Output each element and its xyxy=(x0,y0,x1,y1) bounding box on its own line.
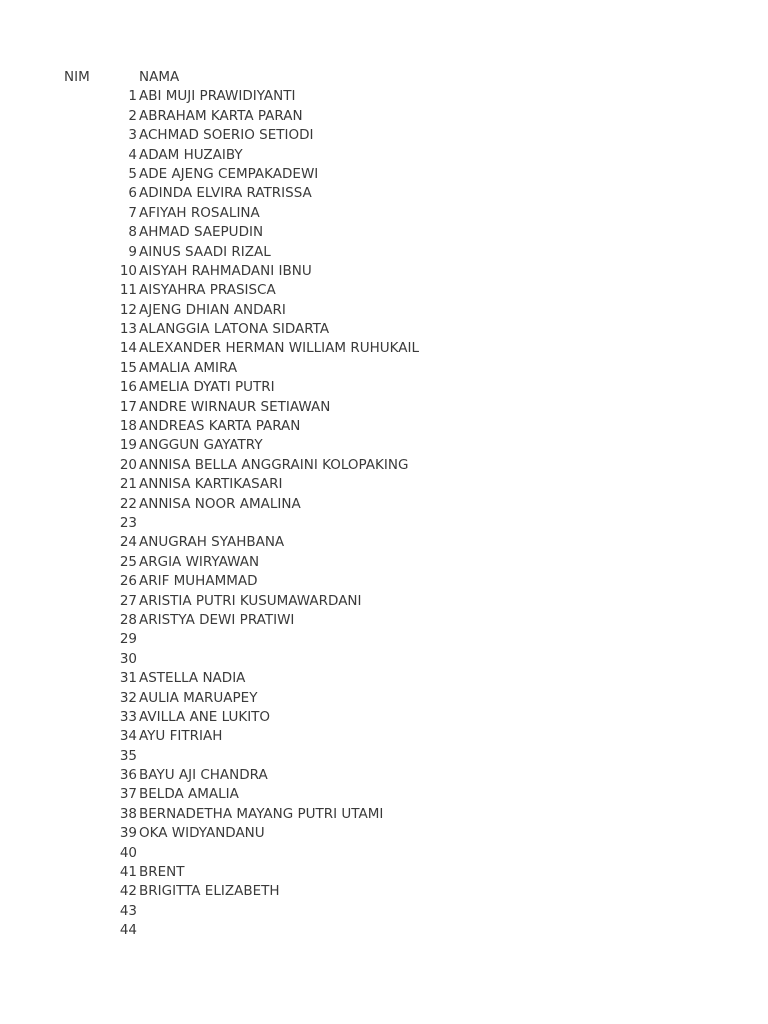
table-row xyxy=(0,902,768,921)
table-row xyxy=(0,727,768,746)
table-row xyxy=(0,243,768,262)
table-row xyxy=(0,87,768,106)
row-number: 2 xyxy=(128,107,137,124)
student-name: BELDA AMALIA xyxy=(139,786,239,803)
row-number: 10 xyxy=(119,262,137,279)
student-name: ARGIA WIRYAWAN xyxy=(139,553,260,570)
table-row xyxy=(0,805,768,824)
table-row xyxy=(0,165,768,184)
student-name: BRENT xyxy=(139,864,185,881)
student-name: ANDRE WIRNAUR SETIAWAN xyxy=(139,398,331,415)
student-name: AMALIA AMIRA xyxy=(139,359,238,376)
row-number: 9 xyxy=(128,243,137,260)
row-number: 11 xyxy=(119,282,137,299)
table-row xyxy=(0,514,768,533)
table-row xyxy=(0,863,768,882)
row-number: 40 xyxy=(119,844,137,861)
row-number: 31 xyxy=(119,670,137,687)
student-name: BERNADETHA MAYANG PUTRI UTAMI xyxy=(139,805,384,822)
student-name: AJENG DHIAN ANDARI xyxy=(139,301,286,318)
row-number: 25 xyxy=(119,553,137,570)
student-name: ANUGRAH SYAHBANA xyxy=(139,534,285,551)
table-row xyxy=(0,844,768,863)
student-name: ACHMAD SOERIO SETIODI xyxy=(139,127,314,144)
student-name: ALEXANDER HERMAN WILLIAM RUHUKAIL xyxy=(139,340,419,357)
student-name: OKA WIDYANDANU xyxy=(139,825,265,842)
row-number: 6 xyxy=(128,185,137,202)
header-row xyxy=(0,68,768,87)
student-name: ANNISA KARTIKASARI xyxy=(139,476,283,493)
table-row xyxy=(0,359,768,378)
row-number: 28 xyxy=(119,611,137,628)
row-number: 24 xyxy=(119,534,137,551)
row-number: 12 xyxy=(119,301,137,318)
table-row xyxy=(0,262,768,281)
student-name: ARIF MUHAMMAD xyxy=(139,573,258,590)
row-number: 17 xyxy=(119,398,137,415)
row-number: 14 xyxy=(119,340,137,357)
table-row xyxy=(0,204,768,223)
table-row xyxy=(0,882,768,901)
table-row xyxy=(0,456,768,475)
student-list-sheet xyxy=(0,68,768,941)
row-number: 4 xyxy=(128,146,137,163)
student-name: AULIA MARUAPEY xyxy=(139,689,258,706)
student-name: ABRAHAM KARTA PARAN xyxy=(139,107,303,124)
student-name: ANDREAS KARTA PARAN xyxy=(139,418,301,435)
table-row xyxy=(0,339,768,358)
student-name: ADAM HUZAIBY xyxy=(139,146,243,163)
table-row xyxy=(0,689,768,708)
student-name: AMELIA DYATI PUTRI xyxy=(139,379,275,396)
student-name: ANGGUN GAYATRY xyxy=(139,437,263,454)
table-row xyxy=(0,708,768,727)
row-number: 44 xyxy=(119,922,137,939)
row-number: 20 xyxy=(119,456,137,473)
table-row xyxy=(0,301,768,320)
row-number: 16 xyxy=(119,379,137,396)
table-row xyxy=(0,630,768,649)
row-number: 34 xyxy=(119,728,137,745)
student-name: AISYAHRA PRASISCA xyxy=(139,282,276,299)
row-number: 22 xyxy=(119,495,137,512)
student-name: AISYAH RAHMADANI IBNU xyxy=(139,262,312,279)
table-row xyxy=(0,553,768,572)
table-row xyxy=(0,766,768,785)
row-number: 1 xyxy=(128,88,137,105)
table-row xyxy=(0,533,768,552)
row-number: 39 xyxy=(119,825,137,842)
row-number: 21 xyxy=(119,476,137,493)
table-row xyxy=(0,378,768,397)
student-name: ALANGGIA LATONA SIDARTA xyxy=(139,321,330,338)
student-name: ARISTYA DEWI PRATIWI xyxy=(139,611,295,628)
student-name: AHMAD SAEPUDIN xyxy=(139,224,264,241)
table-row xyxy=(0,436,768,455)
table-row xyxy=(0,650,768,669)
table-row xyxy=(0,146,768,165)
table-row xyxy=(0,495,768,514)
table-row xyxy=(0,320,768,339)
table-row xyxy=(0,398,768,417)
row-number: 5 xyxy=(128,165,137,182)
column-header-nama: NAMA xyxy=(139,69,180,85)
table-row xyxy=(0,785,768,804)
table-row xyxy=(0,281,768,300)
table-row xyxy=(0,747,768,766)
row-number: 7 xyxy=(128,204,137,221)
row-number: 42 xyxy=(119,883,137,900)
table-row xyxy=(0,107,768,126)
table-row xyxy=(0,611,768,630)
student-name: ANNISA NOOR AMALINA xyxy=(139,495,301,512)
student-name: ASTELLA NADIA xyxy=(139,670,246,687)
row-number: 41 xyxy=(119,864,137,881)
row-number: 13 xyxy=(119,321,137,338)
row-number: 23 xyxy=(119,514,137,531)
student-name: AINUS SAADI RIZAL xyxy=(139,243,271,260)
row-number: 26 xyxy=(119,573,137,590)
row-number: 30 xyxy=(119,650,137,667)
table-row xyxy=(0,824,768,843)
row-number: 38 xyxy=(119,805,137,822)
student-name: AYU FITRIAH xyxy=(139,728,223,745)
row-number: 18 xyxy=(119,418,137,435)
table-row xyxy=(0,921,768,940)
student-name: AVILLA ANE LUKITO xyxy=(139,708,271,725)
student-name: ARISTIA PUTRI KUSUMAWARDANI xyxy=(139,592,362,609)
row-number: 29 xyxy=(119,631,137,648)
column-header-nim: NIM xyxy=(64,69,90,85)
row-number: 15 xyxy=(119,359,137,376)
student-name: ADE AJENG CEMPAKADEWI xyxy=(139,165,319,182)
row-number: 32 xyxy=(119,689,137,706)
student-name: ABI MUJI PRAWIDIYANTI xyxy=(139,88,296,105)
row-number: 35 xyxy=(119,747,137,764)
table-row xyxy=(0,572,768,591)
table-row xyxy=(0,184,768,203)
row-number: 8 xyxy=(128,224,137,241)
row-number: 36 xyxy=(119,767,137,784)
row-number: 27 xyxy=(119,592,137,609)
table-row xyxy=(0,669,768,688)
row-number: 43 xyxy=(119,902,137,919)
table-row xyxy=(0,126,768,145)
table-row xyxy=(0,475,768,494)
student-name: ANNISA BELLA ANGGRAINI KOLOPAKING xyxy=(139,456,409,473)
table-row xyxy=(0,223,768,242)
table-row xyxy=(0,417,768,436)
row-number: 19 xyxy=(119,437,137,454)
student-name: AFIYAH ROSALINA xyxy=(139,204,260,221)
student-rows xyxy=(0,87,768,940)
row-number: 3 xyxy=(128,127,137,144)
student-name: BRIGITTA ELIZABETH xyxy=(139,883,280,900)
row-number: 33 xyxy=(119,708,137,725)
row-number: 37 xyxy=(119,786,137,803)
table-row xyxy=(0,592,768,611)
student-name: BAYU AJI CHANDRA xyxy=(139,767,268,784)
student-name: ADINDA ELVIRA RATRISSA xyxy=(139,185,312,202)
